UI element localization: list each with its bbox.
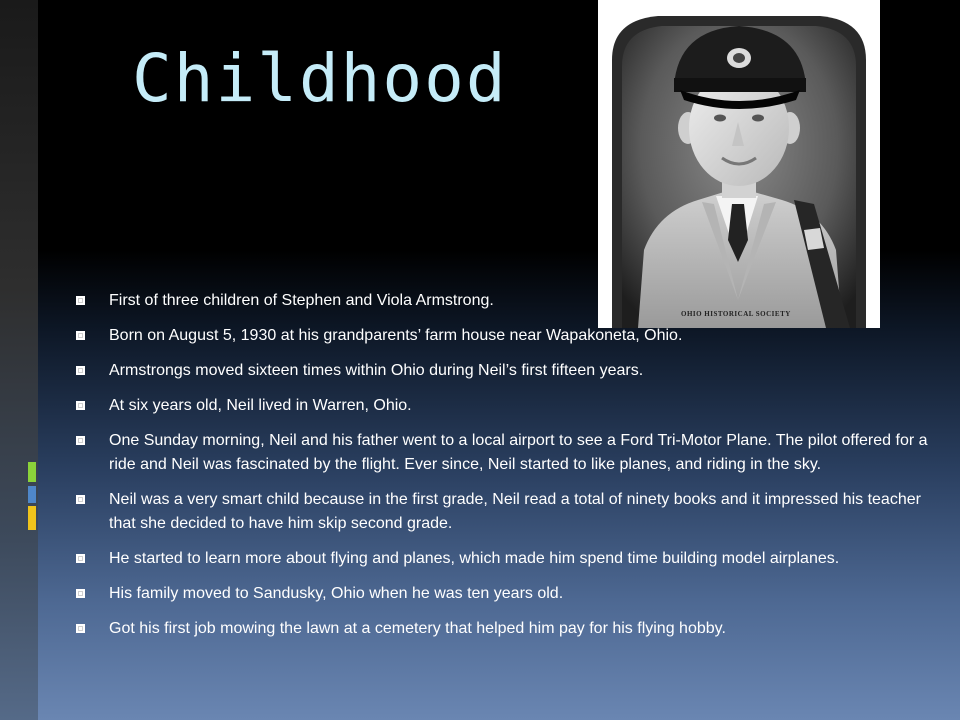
bullet-item <box>76 289 936 313</box>
bullet-list <box>76 289 936 652</box>
square-bullet-icon <box>76 331 85 340</box>
accent-tick-yellow <box>28 506 36 530</box>
bullet-item <box>76 429 936 477</box>
bullet-item <box>76 359 936 383</box>
bullet-text: Armstrongs moved sixteen times within Ohio during Neil’s first fifteen years. <box>109 362 644 379</box>
square-bullet-icon <box>76 436 85 445</box>
bullet-text: At six years old, Neil lived in Warren, Ohio. <box>109 397 412 414</box>
square-bullet-icon <box>76 589 85 598</box>
square-bullet-icon <box>76 401 85 410</box>
bullet-text: His family moved to Sandusky, Ohio when he was ten years old. <box>109 585 564 602</box>
bullet-item <box>76 394 936 418</box>
accent-tick-green <box>28 462 36 482</box>
photo-credit: OHIO HISTORICAL SOCIETY <box>681 310 791 318</box>
bullet-item <box>76 582 936 606</box>
portrait-illustration <box>598 0 880 328</box>
bullet-text: First of three children of Stephen and Viola Armstrong. <box>109 292 494 309</box>
square-bullet-icon <box>76 366 85 375</box>
bullet-text: Got his first job mowing the lawn at a cemetery that helped him pay for his flying hobby. <box>109 620 726 637</box>
bullet-text: He started to learn more about flying and planes, which made him spend time building model airplanes. <box>109 550 840 567</box>
square-bullet-icon <box>76 624 85 633</box>
bullet-item <box>76 324 936 348</box>
square-bullet-icon <box>76 495 85 504</box>
left-accent-bar <box>0 0 38 720</box>
bullet-text: Neil was a very smart child because in the first grade, Neil read a total of ninety books and it impressed his teacher that she decided to have him skip second grade. <box>109 491 921 532</box>
bullet-item <box>76 547 936 571</box>
accent-tick-blue <box>28 486 36 503</box>
square-bullet-icon <box>76 296 85 305</box>
bullet-item <box>76 488 936 536</box>
slide-title: Childhood <box>132 40 508 117</box>
bullet-text: Born on August 5, 1930 at his grandparents’ farm house near Wapakoneta, Ohio. <box>109 327 683 344</box>
bullet-item <box>76 617 936 641</box>
square-bullet-icon <box>76 554 85 563</box>
childhood-portrait-photo <box>598 0 880 328</box>
bullet-text: One Sunday morning, Neil and his father went to a local airport to see a Ford Tri-Motor Plane. The pilot offered for a ride and Neil was fascinated by the flight. Ever since, Neil started to like planes, and riding in the sky. <box>109 432 928 473</box>
